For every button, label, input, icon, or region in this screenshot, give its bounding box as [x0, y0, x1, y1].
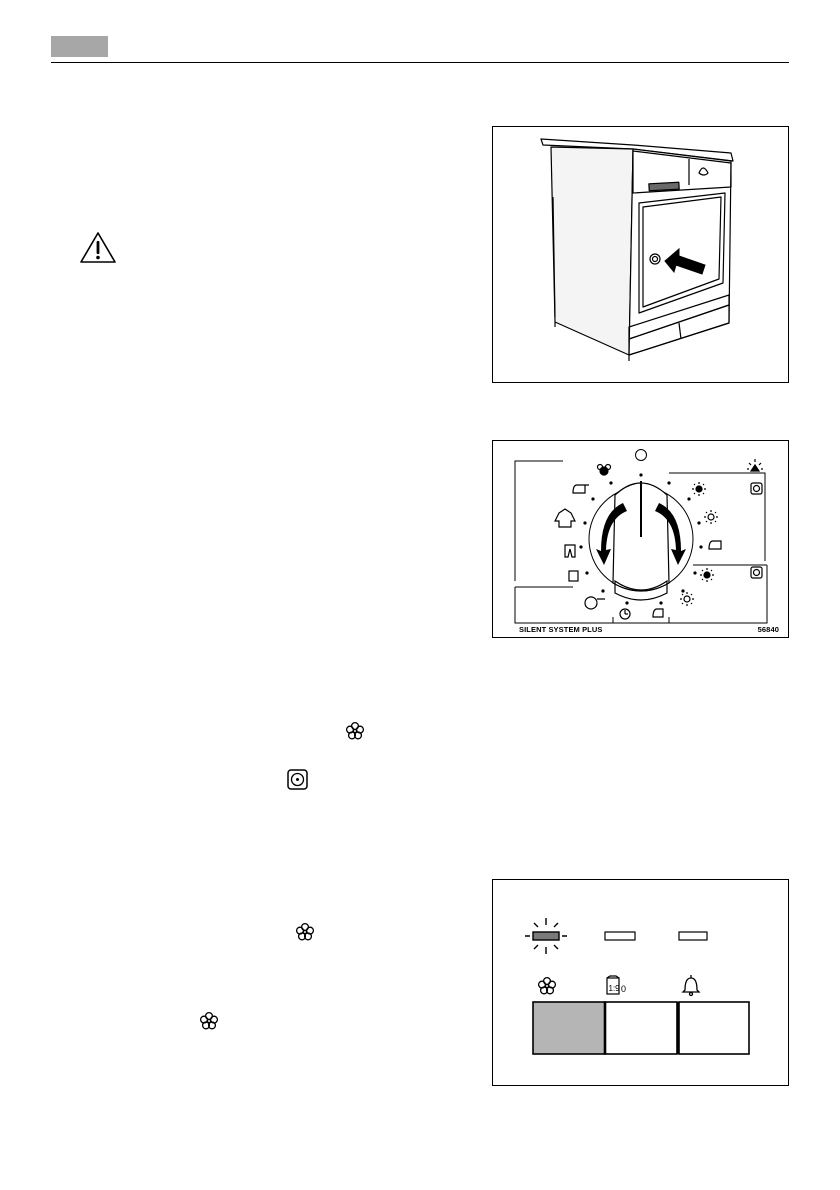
- indicator-light: [679, 932, 707, 940]
- fan-icon: [295, 922, 315, 942]
- dryer-illustration-icon: [493, 127, 789, 383]
- dial-model-label: SILENT SYSTEM PLUS: [519, 625, 603, 634]
- shirt-icon: [555, 509, 575, 527]
- dial-model-number: 56840: [757, 625, 779, 634]
- program-dial-illustration: [493, 441, 789, 638]
- indicator-light: [605, 932, 635, 940]
- bell-icon: [683, 975, 699, 996]
- drum-icon: [751, 567, 762, 578]
- svg-text:0: 0: [621, 984, 627, 994]
- sun-dry-icon: [680, 592, 694, 606]
- time-button: [605, 1002, 677, 1054]
- off-circle-icon: [636, 450, 647, 461]
- fan-icon: [345, 721, 365, 741]
- header-tab: [51, 36, 108, 57]
- program-dial-figure: [492, 440, 789, 638]
- button-panel-illustration: [493, 880, 789, 1086]
- iron-icon: [653, 609, 663, 617]
- fan-icon: [199, 1011, 219, 1031]
- light-icon: [747, 459, 763, 471]
- iron-icon: [573, 485, 589, 493]
- drum-icon: [751, 483, 762, 494]
- program-button-active: [533, 1002, 605, 1054]
- cupboard-icon: [569, 571, 578, 581]
- warning-icon: [79, 231, 117, 264]
- iron-icon: [709, 541, 721, 549]
- header-rule: [51, 62, 789, 63]
- drum-icon: [287, 769, 308, 790]
- sun-dry-icon: [692, 482, 706, 496]
- drum-cool-icon: [585, 597, 605, 609]
- trousers-icon: [565, 545, 575, 557]
- svg-text:1:9: 1:9: [608, 984, 620, 993]
- sun-dry-icon: [700, 568, 714, 582]
- indicator-light-blinking: [525, 918, 567, 954]
- sun-dry-icon: [704, 510, 718, 524]
- button-panel-figure: [492, 879, 789, 1086]
- fan-icon: [539, 978, 556, 994]
- time-display-icon: [607, 976, 626, 994]
- dryer-figure: [492, 126, 789, 383]
- alarm-button: [679, 1002, 749, 1054]
- wool-icon: [598, 465, 611, 476]
